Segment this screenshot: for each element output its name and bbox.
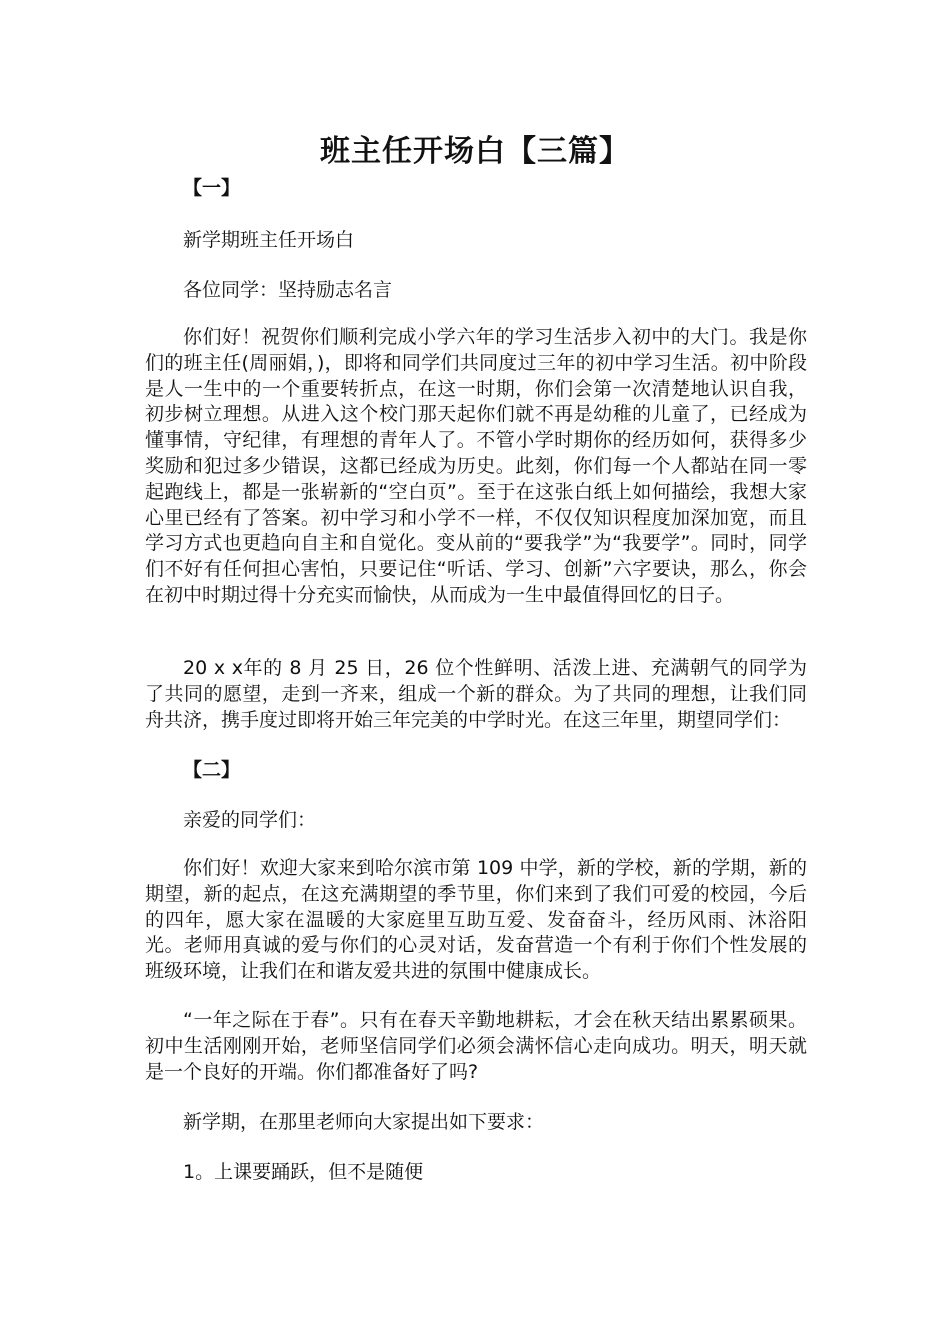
section2-paragraph-1: 你们好！欢迎大家来到哈尔滨市第 109 中学，新的学校，新的学期，新的期望，新的起点，在这充满期望的季节里，你们来到了我们可爱的校园，今后的四年，愿大家在温暖的大家庭里互助互爱、发奋奋斗，经历风雨、沐浴阳光。老师用真诚的爱与你们的心灵对话，发奋营造一个有利于你们个性发展的班级环境，让我们在和谐友爱共进的氛围中健康成长。	[145, 857, 807, 983]
section2-paragraph-3: 新学期，在那里老师向大家提出如下要求：	[183, 1111, 545, 1133]
requirement-item-1: 1。上课要踊跃，但不是随便	[183, 1161, 424, 1183]
section2-paragraph-2: “一年之际在于春”。只有在春天辛勤地耕耘，才会在秋天结出累累硕果。初中生活刚刚开始，老师坚信同学们必须会满怀信心走向成功。明天，明天就是一个良好的开端。你们都准备好了吗?	[145, 1009, 807, 1083]
section1-paragraph-1: 你们好！祝贺你们顺利完成小学六年的学习生活步入初中的大门。我是你们的班主任(周丽娟，)，即将和同学们共同度过三年的初中学习生活。初中阶段是人一生中的一个重要转折点，在这一时期，你们会第一次清楚地认识自我，初步树立理想。从进入这个校门那天起你们就不再是幼稚的儿童了，已经成为懂事情，守纪律，有理想的青年人了。不管小学时期你的经历如何，获得多少奖励和犯过多少错误，这都已经成为历史。此刻，你们每一个人都站在同一零起跑线上，都是一张崭新的“空白页”。至于在这张白纸上如何描绘，我想大家心里已经有了答案。初中学习和小学不一样，不仅仅知识程度加深加宽，而且学习方式也更趋向自主和自觉化。变从前的“要我学”为“我要学”。同时，同学们不好有任何担心害怕，只要记住“听话、学习、创新”六字要诀，那么，你会在初中时期过得十分充实而愉快，从而成为一生中最值得回忆的日子。	[145, 326, 807, 606]
section1-greeting: 各位同学：坚持励志名言	[183, 279, 393, 301]
section-heading-1: 【一】	[183, 177, 241, 199]
section1-subtitle: 新学期班主任开场白	[183, 229, 355, 251]
section2-greeting: 亲爱的同学们：	[183, 809, 317, 831]
section-heading-2: 【二】	[183, 759, 241, 781]
document-title: 班主任开场白【三篇】	[320, 134, 630, 169]
section1-paragraph-2: 20 x x年的 8 月 25 日，26 位个性鲜明、活泼上进、充满朝气的同学为了共同的愿望，走到一齐来，组成一个新的群众。为了共同的理想，让我们同舟共济，携手度过即将开始三年完美的中学时光。在这三年里，期望同学们：	[145, 657, 807, 731]
